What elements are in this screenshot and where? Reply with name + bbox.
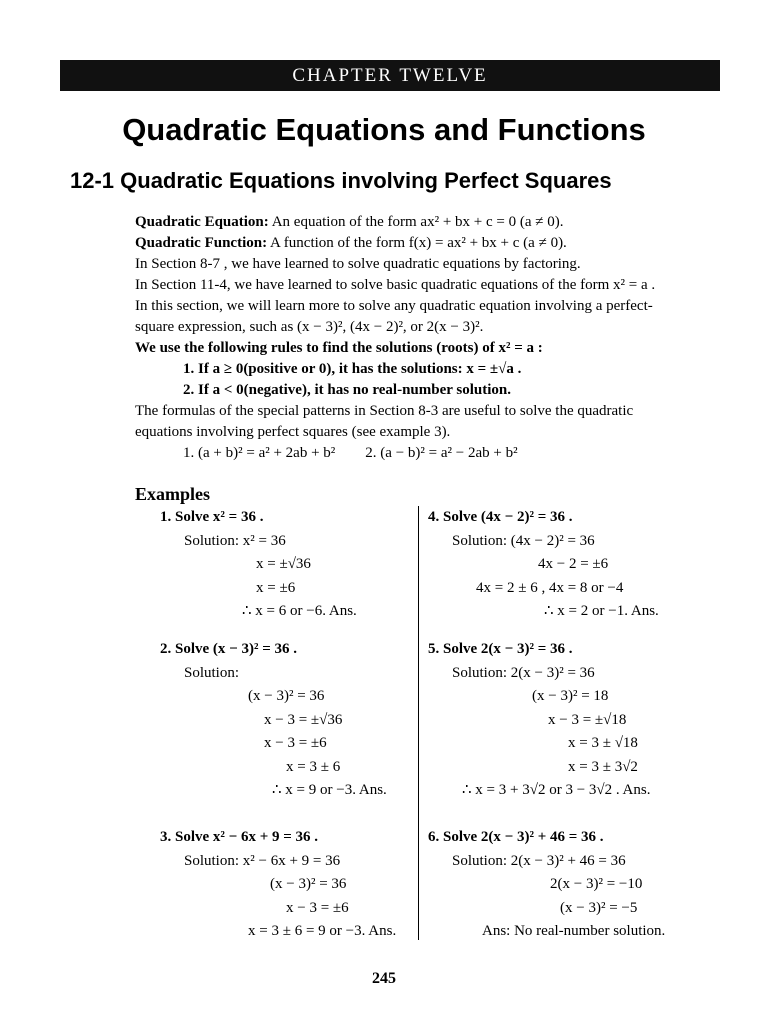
solution-step: x = 3 ± 3√2 [568, 758, 638, 775]
example-2 [160, 638, 387, 803]
solution-step: (x − 3)² = −5 [560, 899, 638, 916]
solution-step: Solution: x² − 6x + 9 = 36 [184, 852, 341, 869]
paragraph-line: equations involving perfect squares (see example 3). [135, 424, 451, 440]
paragraph-line: In Section 8-7 , we have learned to solve quadratic equations by factoring. [135, 256, 581, 272]
solution-step: x − 3 = ±√18 [548, 711, 627, 728]
solution-step: (x − 3)² = 36 [248, 688, 325, 704]
solution-step: Solution: x² = 36 [184, 532, 286, 549]
page-title: Quadratic Equations and Functions [122, 112, 646, 147]
solution-step: (x − 3)² = 36 [270, 876, 347, 892]
solution-answer: ∴ x = 9 or −3. Ans. [272, 782, 387, 798]
section-heading: 12-1 Quadratic Equations involving Perfect Squares [70, 168, 612, 193]
example-1 [160, 506, 357, 624]
example-4 [428, 506, 659, 624]
rule-item: 2. If a < 0(negative), it has no real-number solution. [183, 382, 512, 398]
definition-text: A function of the form f(x) = ax² + bx + c (a ≠ 0). [270, 235, 567, 251]
rules-heading: We use the following rules to find the solutions (roots) of x² = a : [135, 340, 543, 356]
definition-equation [135, 212, 735, 233]
formula-item: 1. (a + b)² = a² + 2ab + b² [183, 445, 336, 461]
rule-item: 1. If a ≥ 0(positive or 0), it has the solutions: x = ±√a . [183, 361, 522, 377]
example-6 [428, 826, 665, 944]
paragraph-line: square expression, such as (x − 3)², (4x − 2)², or 2(x − 3)². [135, 319, 484, 335]
example-problem: 1. Solve x² = 36 . [160, 509, 264, 525]
definition-function [135, 233, 735, 254]
solution-answer: ∴ x = 6 or −6. Ans. [242, 603, 357, 619]
solution-step: x = ±√36 [256, 556, 311, 572]
example-problem: 3. Solve x² − 6x + 9 = 36 . [160, 829, 319, 845]
example-problem: 4. Solve (4x − 2)² = 36 . [428, 509, 573, 525]
solution-step: 4x − 2 = ±6 [538, 556, 609, 572]
example-problem: 6. Solve 2(x − 3)² + 46 = 36 . [428, 829, 604, 845]
solution-step: x − 3 = ±6 [286, 899, 349, 916]
solution-step: 2(x − 3)² = −10 [550, 876, 643, 892]
solution-step: x − 3 = ±6 [264, 735, 327, 751]
example-problem: 2. Solve (x − 3)² = 36 . [160, 641, 297, 657]
solution-answer: Ans: No real-number solution. [482, 923, 666, 939]
column-divider [418, 506, 419, 940]
definition-label: Quadratic Function: [135, 235, 268, 251]
example-problem: 5. Solve 2(x − 3)² = 36 . [428, 641, 573, 657]
formula-item: 2. (a − b)² = a² − 2ab + b² [365, 445, 518, 461]
page-number: 245 [372, 970, 396, 987]
example-3 [160, 826, 396, 944]
solution-step: Solution: 2(x − 3)² = 36 [452, 664, 595, 681]
solution-answer: ∴ x = 2 or −1. Ans. [544, 603, 659, 619]
examples-heading: Examples [135, 484, 211, 504]
solution-step: 4x = 2 ± 6 , 4x = 8 or −4 [476, 579, 624, 596]
solution-step: Solution: (4x − 2)² = 36 [452, 532, 595, 549]
solution-step: (x − 3)² = 18 [532, 688, 609, 704]
solution-step: x = 3 ± 6 [286, 758, 341, 775]
definition-label: Quadratic Equation: [135, 214, 269, 230]
paragraph-line: The formulas of the special patterns in Section 8-3 are useful to solve the quadratic [135, 403, 634, 419]
definition-text: An equation of the form ax² + bx + c = 0 (a ≠ 0). [271, 214, 564, 230]
solution-step: x − 3 = ±√36 [264, 711, 343, 728]
example-5 [428, 638, 650, 803]
solution-answer: ∴ x = 3 + 3√2 or 3 − 3√2 . Ans. [462, 782, 651, 798]
solution-step: x = 3 ± √18 [568, 735, 638, 751]
solution-step: Solution: 2(x − 3)² + 46 = 36 [452, 852, 626, 869]
paragraph-line: In Section 11-4, we have learned to solve basic quadratic equations of the form x² = a . [135, 277, 656, 293]
solution-step: x = ±6 [256, 579, 296, 596]
solution-answer: x = 3 ± 6 = 9 or −3. Ans. [248, 923, 397, 939]
intro-block [135, 212, 735, 464]
formula-row [135, 443, 735, 464]
solution-step: Solution: [184, 664, 240, 681]
paragraph-line: In this section, we will learn more to solve any quadratic equation involving a perfect- [135, 298, 653, 314]
chapter-banner: CHAPTER TWELVE [60, 60, 720, 91]
